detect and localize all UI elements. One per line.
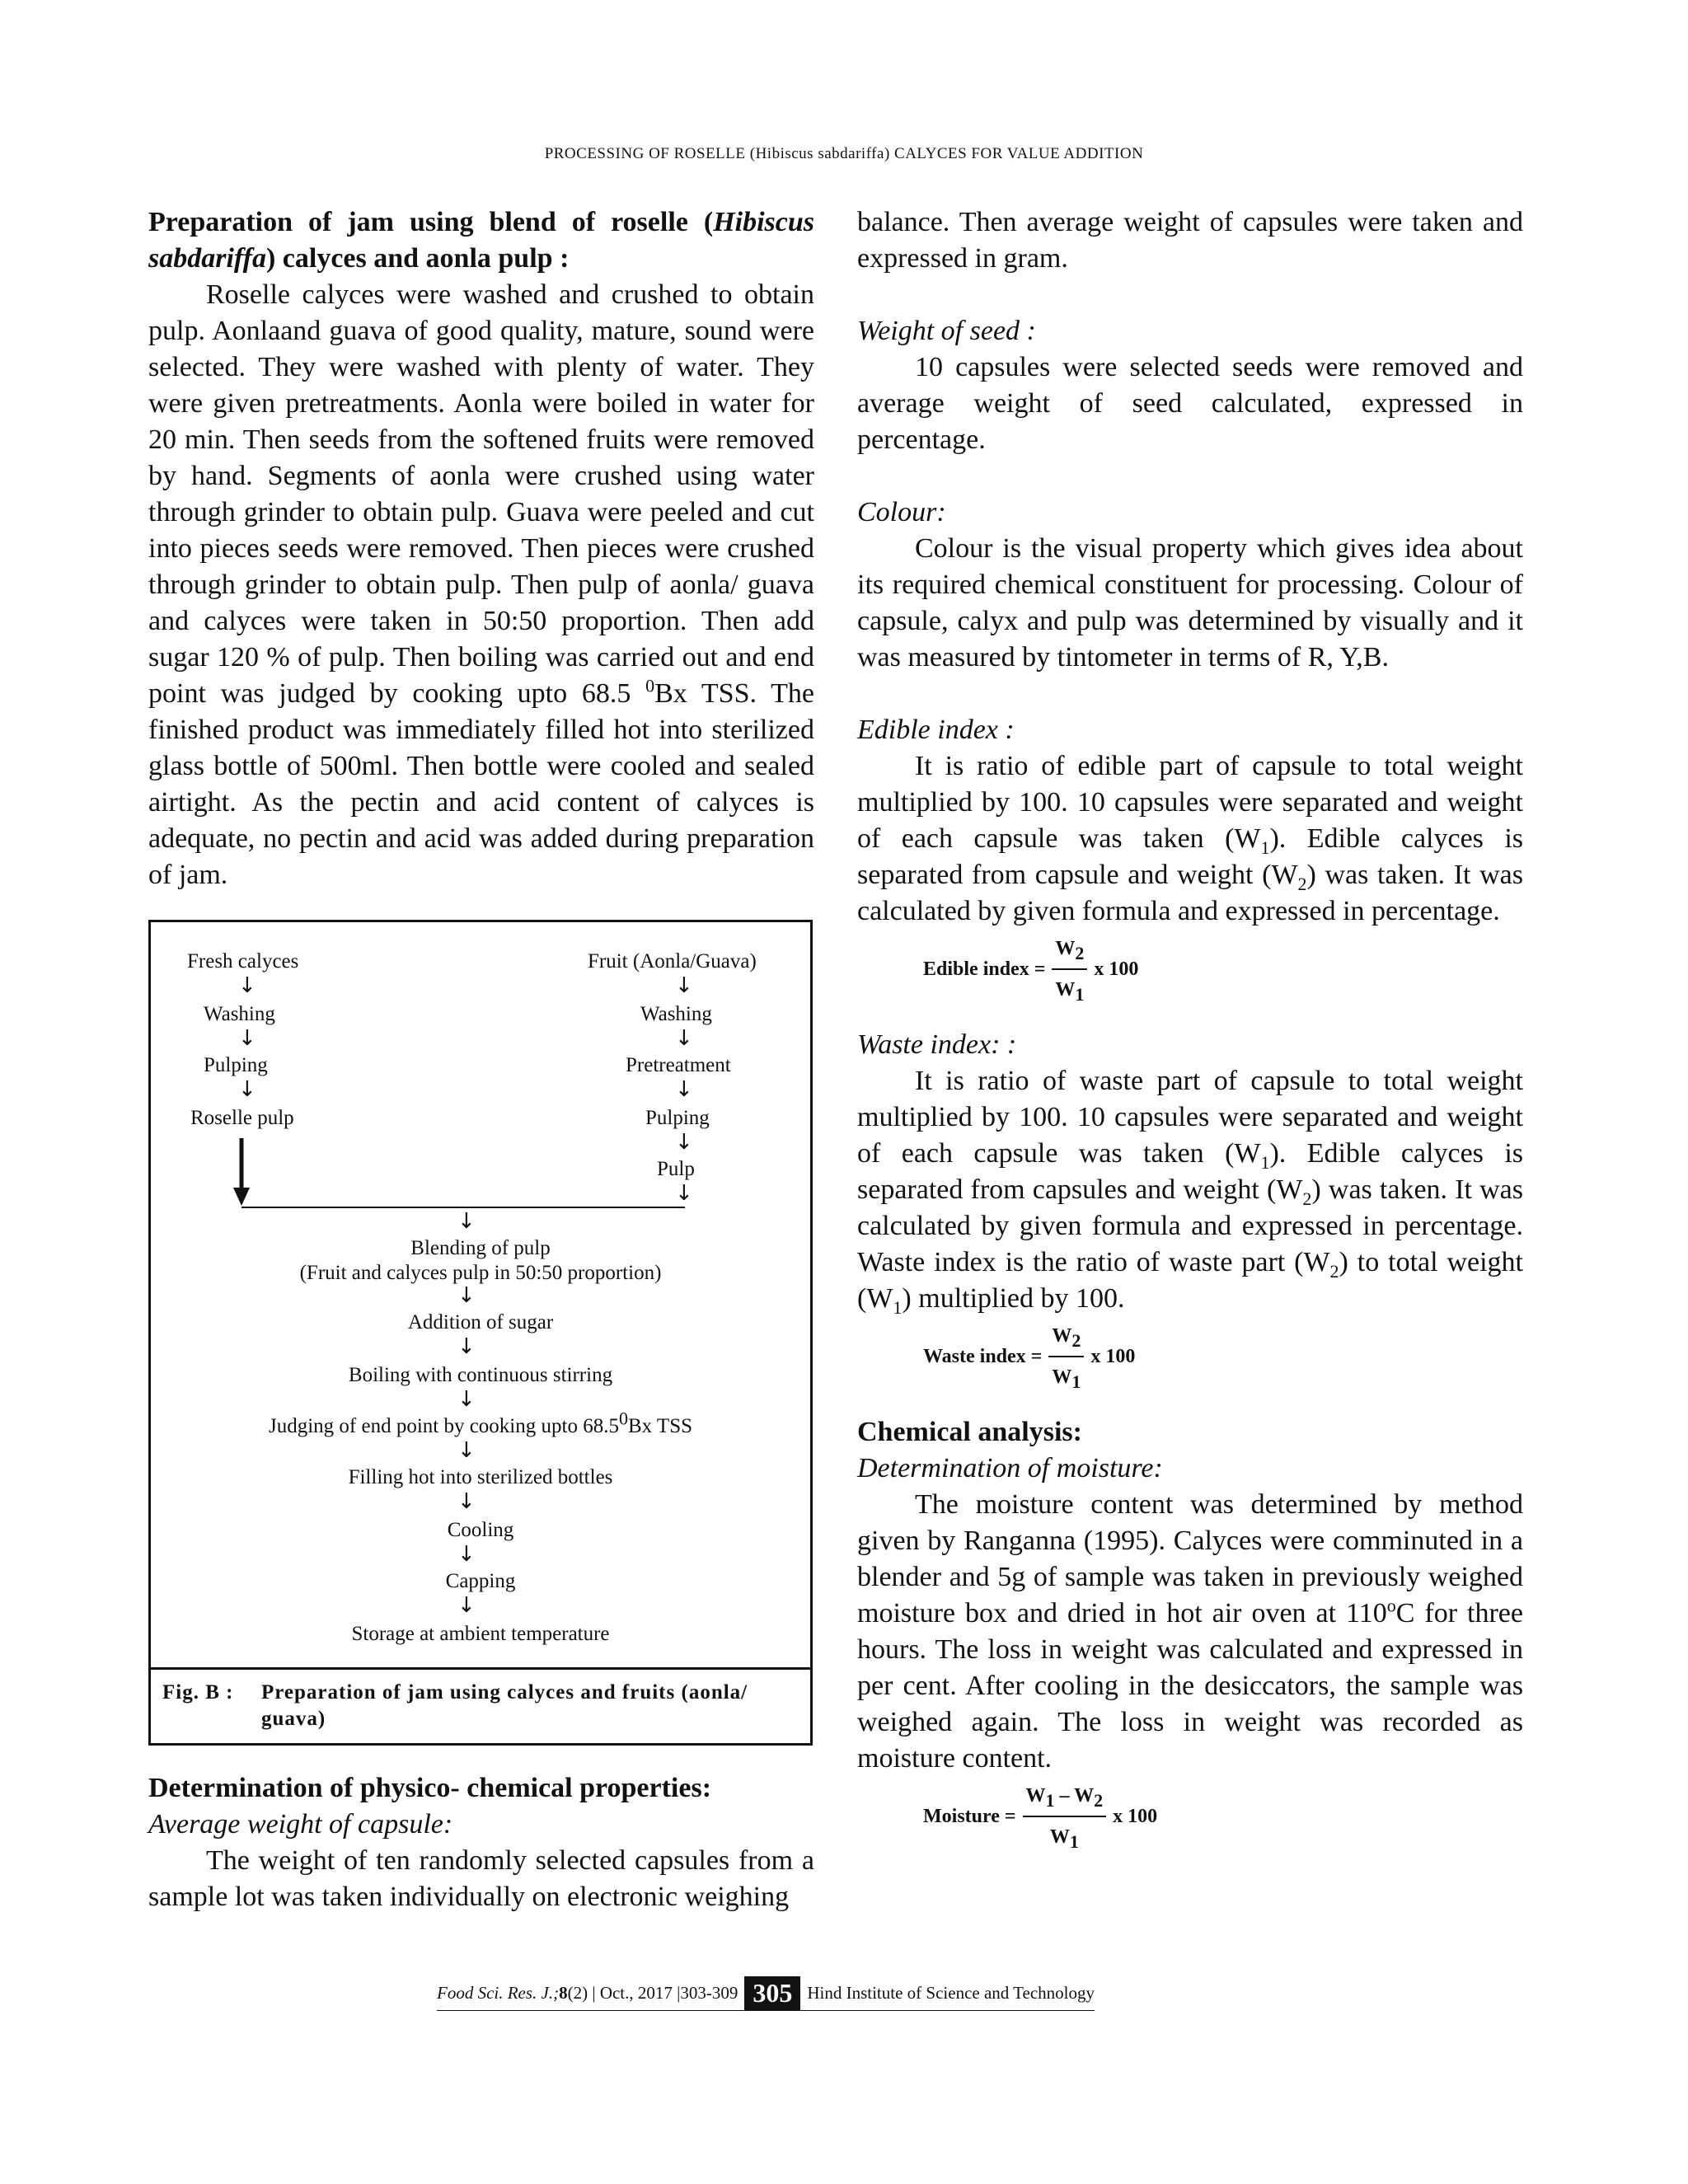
down-arrow-icon: ↓ [457,1209,476,1234]
running-head: PROCESSING OF ROSELLE (Hibiscus sabdariffa) CALYCES FOR VALUE ADDITION [544,145,1144,162]
step-blending-detail: (Fruit and calyces pulp in 50:50 proportion) [299,1262,662,1284]
section-heading-physico: Determination of physico- chemical properties: [148,1773,712,1803]
right-step-pulping: Pulping [645,1107,710,1129]
subhead-avg-weight: Average weight of capsule: [148,1809,453,1840]
down-arrow-icon: ↓ [238,1077,256,1102]
down-arrow-icon: ↓ [457,1489,476,1514]
step-judging: Judging of end point by cooking upto 68.5$^0$Bx TSS [268,1408,693,1437]
flowchart-figure [148,920,813,1746]
down-arrow-icon: ↓ [675,973,693,998]
edible-paragraph: It is ratio of edible part of capsule to total weight multiplied by 100. 10 capsules were separated and weight of each capsule was taken $(W_1)$. Edible calyces is separated from capsule and weight $(W_2)$ was taken. It was calculated by given formula and expressed in percentage. [857,751,1523,926]
moisture-paragraph: The moisture content was determined by method given by Ranganna (1995). Calyces were comminuted in a blender and 5g of sample was taken in previously weighed moisture box and dried in hot air oven at 110$^o$C for three hours. The loss in weight was calculated and expressed in per cent. After cooling in the desiccators, the sample was weighed again. The loss in weight was recorded as moisture content. [857,1489,1523,1774]
down-arrow-icon: ↓ [457,1593,476,1618]
subhead-seed: Weight of seed : [857,316,1036,346]
right-step-pretreatment: Pretreatment [626,1054,731,1076]
edible-index-formula: Edible index = $\frac{W_2}{W_1}$ x 100 [923,930,1523,1009]
right-step-fruit: Fruit (Aonla/Guava) [588,950,757,972]
subhead-colour: Colour: [857,497,946,527]
right-column [857,204,1523,1856]
colour-paragraph: Colour is the visual property which gives idea about its required chemical constituent for processing. Colour of capsule, calyx and pulp was determined by visually and it was measured by tintometer in terms of R, Y,B. [857,533,1523,673]
left-step-roselle-pulp: Roselle pulp [190,1107,294,1129]
page-number: 305 [744,1976,800,2010]
caption-label: Fig. B : [162,1681,234,1704]
down-arrow-icon: ↓ [238,1026,256,1051]
subhead-moisture: Determination of moisture: [857,1453,1163,1483]
down-arrow-icon: ↓ [457,1283,476,1308]
page-footer [437,1976,1095,2009]
merge-connector [151,922,810,1219]
down-arrow-icon: ↓ [675,1181,693,1206]
left-step-fresh-calyces: Fresh calyces [187,950,299,972]
down-arrow-icon: ↓ [457,1334,476,1359]
step-capping: Capping [445,1570,516,1592]
left-column-bottom [148,1770,814,1915]
down-arrow-icon: ↓ [457,1542,476,1567]
section-heading-jam: Preparation of jam using blend of roselle (Hibiscus sabdariffa) calyces and aonla pulp : [148,207,814,274]
down-arrow-icon: ↓ [238,973,256,998]
waste-paragraph: It is ratio of waste part of capsule to total weight multiplied by 100. 10 capsules were separated and weight of each capsule was taken $(W_1)$. Edible calyces is separated from capsules and weight $(W_2)$ was taken. It was calculated by given formula and expressed in percentage. Waste index is the ratio of waste part $(W_2)$ to total weight $(W_1)$ multiplied by 100. [857,1066,1523,1318]
step-cooling: Cooling [447,1519,514,1541]
down-arrow-icon: ↓ [675,1130,693,1155]
journal-issue: (2) | Oct., 2017 |303-309 [567,1982,738,2003]
avg-weight-paragraph: The weight of ten randomly selected capsules from a sample lot was taken individually on electronic weighing [148,1845,814,1912]
subhead-edible: Edible index : [857,715,1015,745]
jam-paragraph: Roselle calyces were washed and crushed to obtain pulp. Aonlaand guava of good quality, mature, sound were selected. They were washed with plenty of water. They were given pretreatments. Aonla were boiled in water for 20 min. Then seeds from the softened fruits were removed by hand. Segments of aonla were crushed using water through grinder to obtain pulp. Guava were peeled and cut into pieces seeds were removed. Then pieces were crushed through grinder to obtain pulp. Then pulp of aonla/ guava and calyces were taken in 50:50 proportion. Then add sugar 120 % of pulp. Then boiling was carried out and end point was judged by cooking upto 68.5 $^0$Bx TSS. The finished product was immediately filled hot into sterilized glass bottle of 500ml. Then bottle were cooled and sealed airtight. As the pectin and acid content of calyces is adequate, no pectin and acid was added during preparation of jam. [148,279,814,890]
left-step-washing: Washing [204,1003,275,1025]
step-blending: Blending of pulp [410,1237,551,1259]
step-filling: Filling hot into sterilized bottles [348,1466,613,1488]
right-step-pulp: Pulp [657,1158,695,1180]
journal-name: Food Sci. Res. J.; [437,1982,560,2003]
subhead-waste: Waste index: : [857,1029,1017,1060]
down-arrow-icon: ↓ [675,1026,693,1051]
section-heading-chemical: Chemical analysis: [857,1417,1082,1447]
publisher: Hind Institute of Science and Technology [807,1982,1095,2003]
down-arrow-icon: ↓ [457,1387,476,1412]
right-step-washing: Washing [640,1003,712,1025]
figure-caption [151,1667,810,1742]
journal-volume: 8 [559,1982,568,2003]
caption-text: Preparation of jam using calyces and fruits (aonla/ guava) [261,1681,748,1730]
left-step-pulping: Pulping [204,1054,268,1076]
waste-index-formula: Waste index = $\frac{W_2}{W_1}$ x 100 [923,1317,1523,1396]
step-storage: Storage at ambient temperature [351,1623,610,1645]
step-boiling: Boiling with continuous stirring [348,1364,613,1386]
left-column [148,204,814,893]
moisture-formula: Moisture = $\frac{W_1 - W_2}{W_1}$ x 100 [923,1777,1523,1856]
step-addition-sugar: Addition of sugar [407,1311,554,1333]
down-arrow-icon: ↓ [457,1438,476,1463]
seed-paragraph: 10 capsules were selected seeds were removed and average weight of seed calculated, expressed in percentage. [857,352,1523,455]
down-arrow-icon: ↓ [675,1077,693,1102]
balance-paragraph: balance. Then average weight of capsules were taken and expressed in gram. [857,207,1523,274]
